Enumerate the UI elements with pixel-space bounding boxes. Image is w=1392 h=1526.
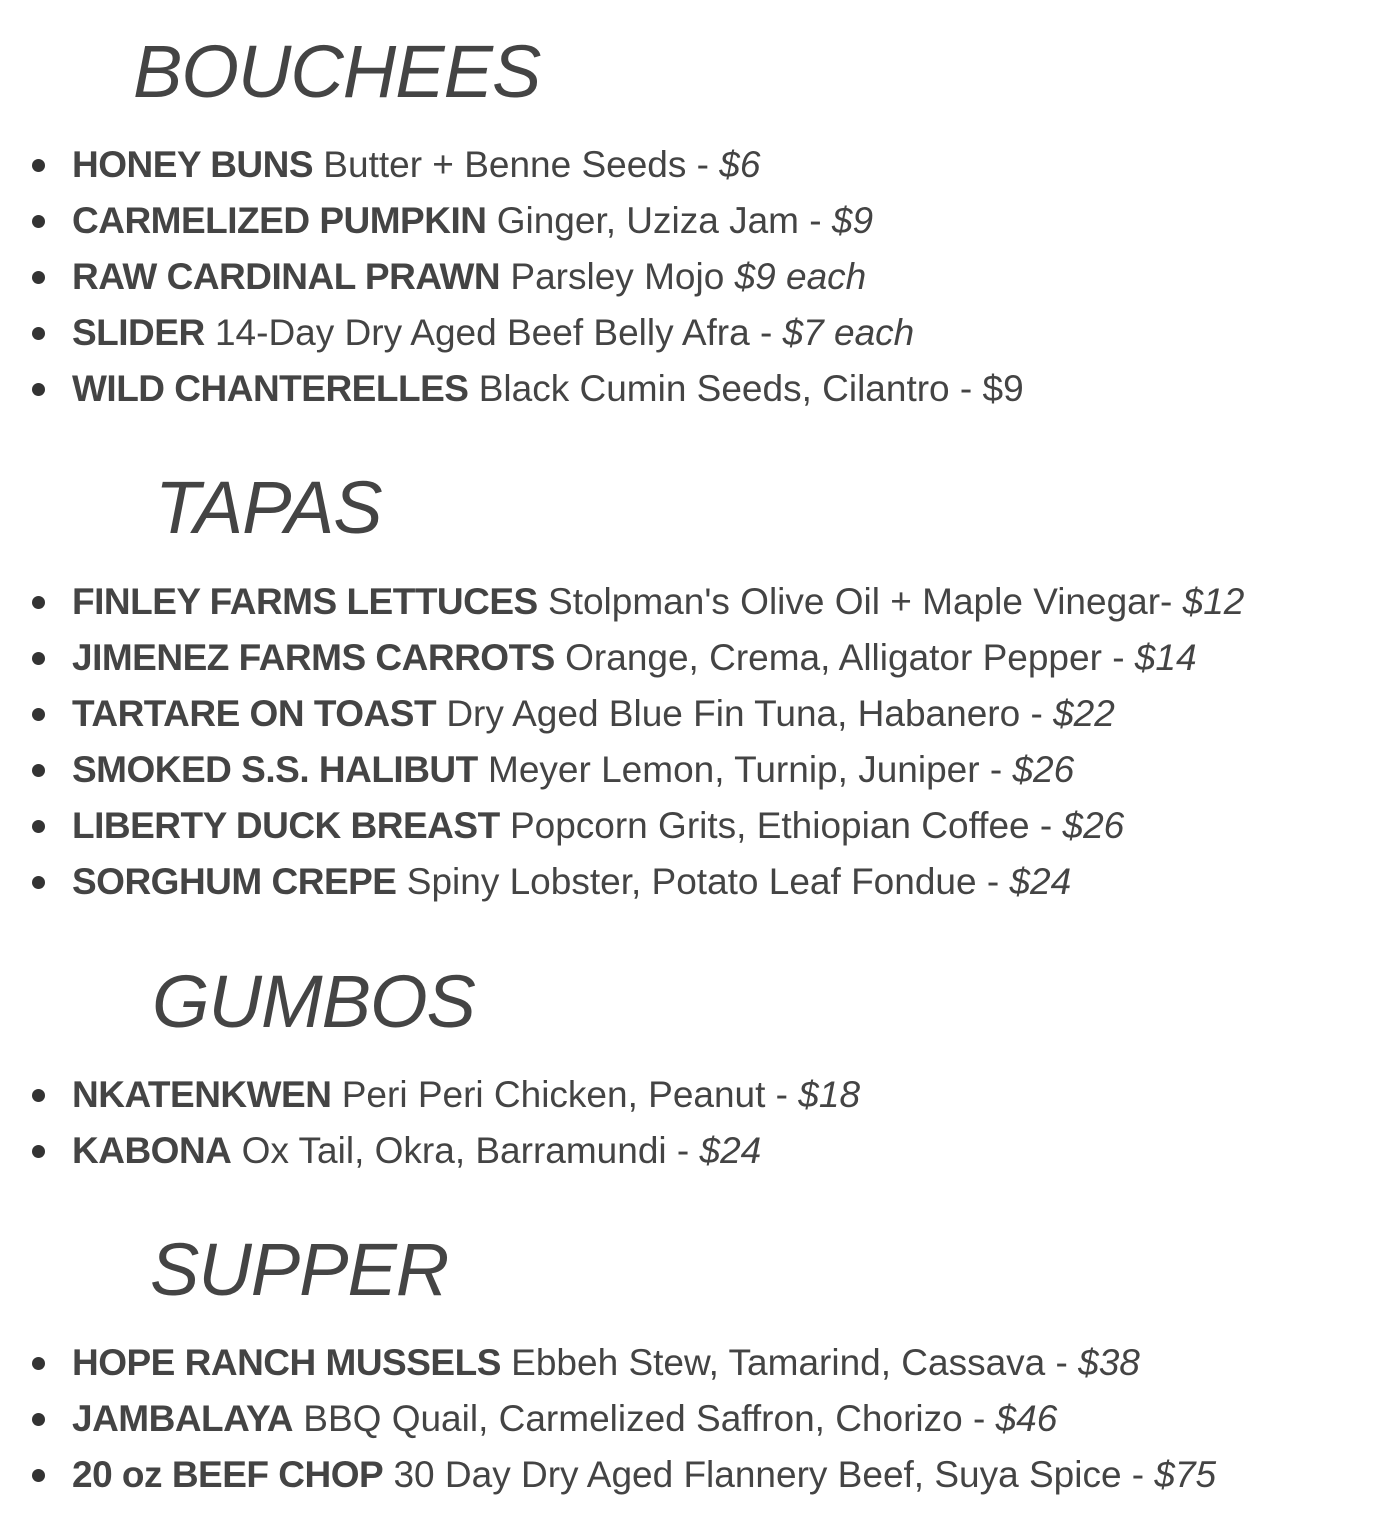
item-description: Dry Aged Blue Fin Tuna, Habanero - [436, 693, 1054, 734]
item-price: $22 [1053, 693, 1115, 734]
menu-item [0, 193, 1024, 249]
bullet-icon [32, 876, 45, 889]
item-description: Meyer Lemon, Turnip, Juniper - [477, 749, 1013, 790]
bullet-icon [32, 1413, 45, 1426]
menu-item [0, 686, 1244, 742]
bullet-icon [32, 820, 45, 833]
section-title: GUMBOS [152, 960, 475, 1043]
item-name: HOPE RANCH MUSSELS [72, 1342, 501, 1383]
item-price: $12 [1182, 581, 1245, 622]
bullet-icon [32, 764, 45, 777]
menu-list [0, 1335, 1216, 1503]
item-price: $38 [1078, 1342, 1140, 1383]
menu-item [0, 854, 1244, 910]
item-description: Spiny Lobster, Potato Leaf Fondue - [396, 861, 1010, 902]
item-price: $9 each [734, 256, 867, 297]
menu-list [0, 574, 1244, 910]
item-price: $6 [719, 144, 761, 185]
bullet-icon [32, 271, 45, 284]
bullet-icon [32, 596, 45, 609]
item-description: Parsley Mojo [500, 256, 735, 297]
item-name: TARTARE ON TOAST [72, 693, 437, 734]
item-description: 14-Day Dry Aged Beef Belly Afra - [204, 312, 783, 353]
bullet-icon [32, 1469, 45, 1482]
menu-item [0, 630, 1244, 686]
menu-item [0, 1067, 860, 1123]
item-price: $46 [995, 1398, 1058, 1439]
item-price: $26 [1062, 805, 1125, 846]
item-name: JIMENEZ FARMS CARROTS [72, 637, 555, 678]
item-description: Peri Peri Chicken, Peanut - [331, 1074, 799, 1115]
bullet-icon [32, 327, 45, 340]
item-price: $26 [1012, 749, 1075, 790]
item-price: $9 [831, 200, 874, 241]
bullet-icon [32, 383, 45, 396]
item-description: Popcorn Grits, Ethiopian Coffee - [499, 805, 1063, 846]
menu-item [0, 1447, 1216, 1503]
item-description: Black Cumin Seeds, Cilantro - [468, 368, 983, 409]
menu-item [0, 1335, 1216, 1391]
item-description: BBQ Quail, Carmelized Saffron, Chorizo - [293, 1398, 996, 1439]
menu-list [0, 1067, 860, 1179]
item-price: $9 [982, 368, 1024, 409]
menu-list [0, 137, 1024, 417]
item-description: Ebbeh Stew, Tamarind, Cassava - [500, 1342, 1079, 1383]
item-description: Ginger, Uziza Jam - [486, 200, 832, 241]
bullet-icon [32, 159, 45, 172]
item-price: $18 [798, 1074, 861, 1115]
item-price: $14 [1134, 637, 1197, 678]
menu-item [0, 305, 1024, 361]
item-name: RAW CARDINAL PRAWN [72, 256, 501, 297]
item-name: JAMBALAYA [72, 1398, 293, 1439]
item-description: Stolpman's Olive Oil + Maple Vinegar- [537, 581, 1183, 622]
menu-item [0, 742, 1244, 798]
item-description: Butter + Benne Seeds - [313, 144, 720, 185]
section-title: SUPPER [150, 1228, 449, 1311]
menu-item [0, 361, 1024, 417]
item-price: $7 each [782, 312, 915, 353]
item-name: WILD CHANTERELLES [72, 368, 469, 409]
section-title: TAPAS [155, 466, 382, 549]
item-price: $24 [1009, 861, 1072, 902]
item-name: KABONA [72, 1130, 232, 1171]
bullet-icon [32, 708, 45, 721]
item-name: SLIDER [72, 312, 205, 353]
menu-item [0, 574, 1244, 630]
bullet-icon [32, 1145, 45, 1158]
bullet-icon [32, 1357, 45, 1370]
item-description: Orange, Crema, Alligator Pepper - [554, 637, 1135, 678]
menu-item [0, 249, 1024, 305]
item-name: SORGHUM CREPE [72, 861, 397, 902]
menu-item [0, 798, 1244, 854]
item-name: 20 oz BEEF CHOP [72, 1454, 384, 1495]
menu-item [0, 1391, 1216, 1447]
item-price: $75 [1154, 1454, 1217, 1495]
item-name: CARMELIZED PUMPKIN [72, 200, 487, 241]
item-name: SMOKED S.S. HALIBUT [72, 749, 478, 790]
item-name: FINLEY FARMS LETTUCES [72, 581, 538, 622]
item-description: Ox Tail, Okra, Barramundi - [231, 1130, 700, 1171]
item-description: 30 Day Dry Aged Flannery Beef, Suya Spice - [383, 1454, 1155, 1495]
menu-item [0, 137, 1024, 193]
item-price: $24 [699, 1130, 762, 1171]
bullet-icon [32, 652, 45, 665]
menu-item [0, 1123, 860, 1179]
item-name: LIBERTY DUCK BREAST [72, 805, 500, 846]
section-title: BOUCHEES [133, 30, 541, 113]
item-name: NKATENKWEN [72, 1074, 332, 1115]
item-name: HONEY BUNS [72, 144, 314, 185]
bullet-icon [32, 215, 45, 228]
bullet-icon [32, 1089, 45, 1102]
